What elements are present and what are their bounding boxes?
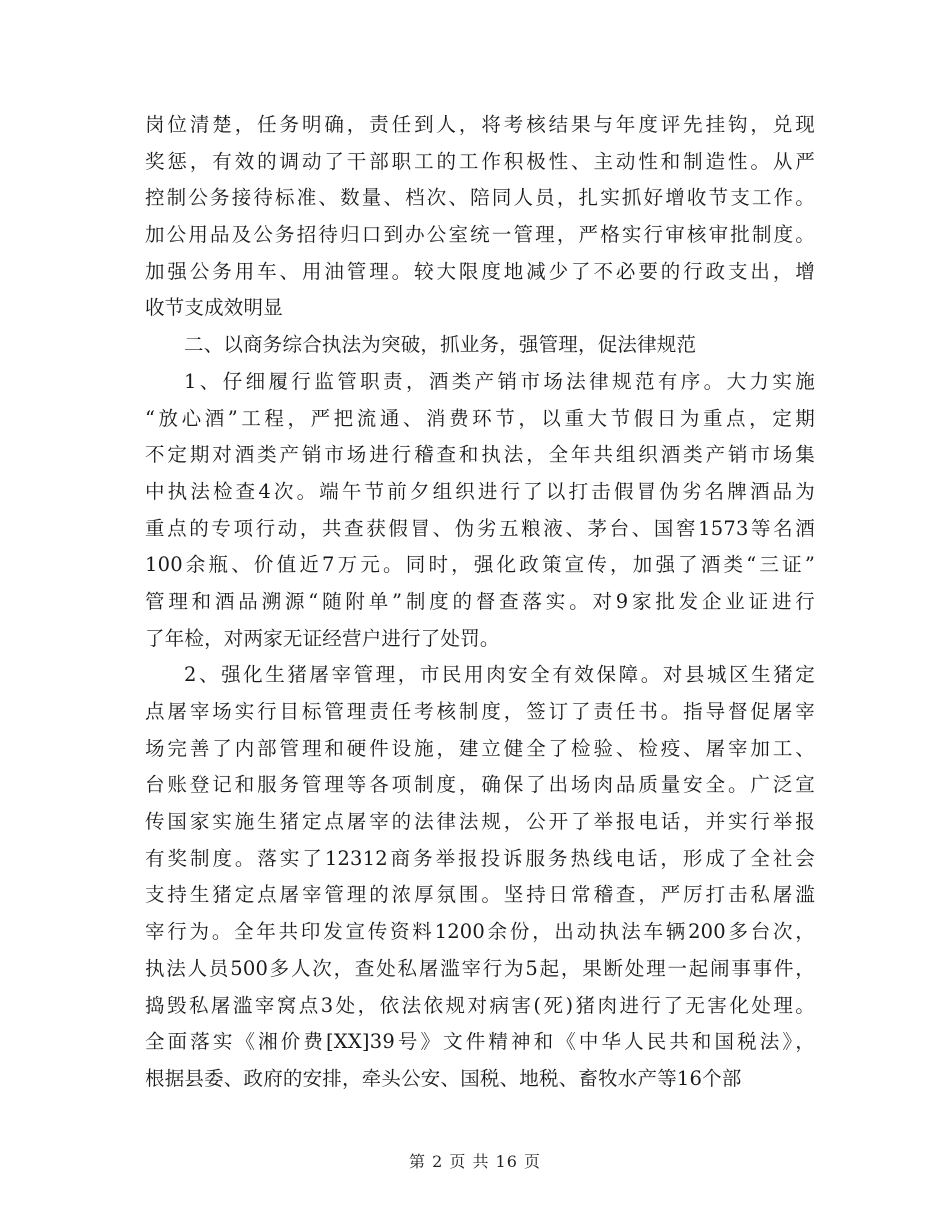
- text-line: 加公用品及公务招待归口到办公室统一管理，严格实行审核审批制度。: [145, 223, 815, 247]
- paragraph: [145, 107, 815, 327]
- text-line: 根据县委、政府的安排，牵头公安、国税、地税、畜牧水产等16个部: [145, 1066, 742, 1090]
- page-footer: 第 2 页 共 16 页: [409, 1152, 541, 1171]
- text-line: 重点的专项行动，共查获假冒、伪劣五粮液、茅台、国窖1573等名酒: [145, 516, 815, 540]
- text-line: 台账登记和服务管理等各项制度，确保了出场肉品质量安全。广泛宣: [145, 773, 815, 797]
- text-line: 2、强化生猪屠宰管理，市民用肉安全有效保障。对县城区生猪定: [184, 663, 815, 687]
- text-line: 加强公务用车、用油管理。较大限度地减少了不必要的行政支出，增: [145, 259, 815, 283]
- document-body: [145, 107, 815, 1098]
- text-line: 场完善了内部管理和硬件设施，建立健全了检验、检疫、屠宰加工、: [145, 736, 815, 760]
- text-line: “放心酒”工程，严把流通、消费环节，以重大节假日为重点，定期: [145, 406, 815, 430]
- text-line: 支持生猪定点屠宰管理的浓厚氛围。坚持日常稽查，严厉打击私屠滥: [145, 883, 815, 907]
- text-line: 岗位清楚，任务明确，责任到人，将考核结果与年度评先挂钩，兑现: [145, 113, 815, 136]
- text-line: 有奖制度。落实了12312商务举报投诉服务热线电话，形成了全社会: [145, 846, 815, 870]
- text-line: 1、仔细履行监管职责，酒类产销市场法律规范有序。大力实施: [184, 369, 815, 393]
- paragraph: [145, 657, 815, 1097]
- text-line: 点屠宰场实行目标管理责任考核制度，签订了责任书。指导督促屠宰: [145, 700, 815, 723]
- text-line: 100余瓶、价值近7万元。同时，强化政策宣传，加强了酒类“三证”: [145, 553, 815, 577]
- text-line: 不定期对酒类产销市场进行稽查和执法，全年共组织酒类产销市场集: [145, 443, 815, 467]
- text-line: 奖惩，有效的调动了干部职工的工作积极性、主动性和制造性。从严: [145, 149, 815, 173]
- paragraph: [145, 327, 815, 364]
- text-line: 管理和酒品溯源“随附单”制度的督查落实。对9家批发企业证进行: [145, 589, 815, 613]
- text-line: 中执法检查4次。端午节前夕组织进行了以打击假冒伪劣名牌酒品为: [145, 479, 815, 503]
- text-line: 收节支成效明显: [145, 296, 283, 320]
- text-line: 传国家实施生猪定点屠宰的法律法规，公开了举报电话，并实行举报: [145, 810, 815, 834]
- text-line: 了年检，对两家无证经营户进行了处罚。: [145, 626, 500, 650]
- text-line: 执法人员500多人次，查处私屠滥宰行为5起，果断处理一起闹事事件，: [145, 956, 815, 980]
- text-line: 捣毁私屠滥宰窝点3处，依法依规对病害(死)猪肉进行了无害化处理。: [145, 993, 815, 1017]
- text-line: 全面落实《湘价费[XX]39号》文件精神和《中华人民共和国税法》，: [145, 1030, 815, 1054]
- text-line: 宰行为。全年共印发宣传资料1200余份，出动执法车辆200多台次，: [145, 920, 815, 944]
- text-line: 二、以商务综合执法为突破，抓业务，强管理，促法律规范: [184, 333, 697, 357]
- paragraph: [145, 364, 815, 658]
- text-line: 控制公务接待标准、数量、档次、陪同人员，扎实抓好增收节支工作。: [145, 186, 815, 210]
